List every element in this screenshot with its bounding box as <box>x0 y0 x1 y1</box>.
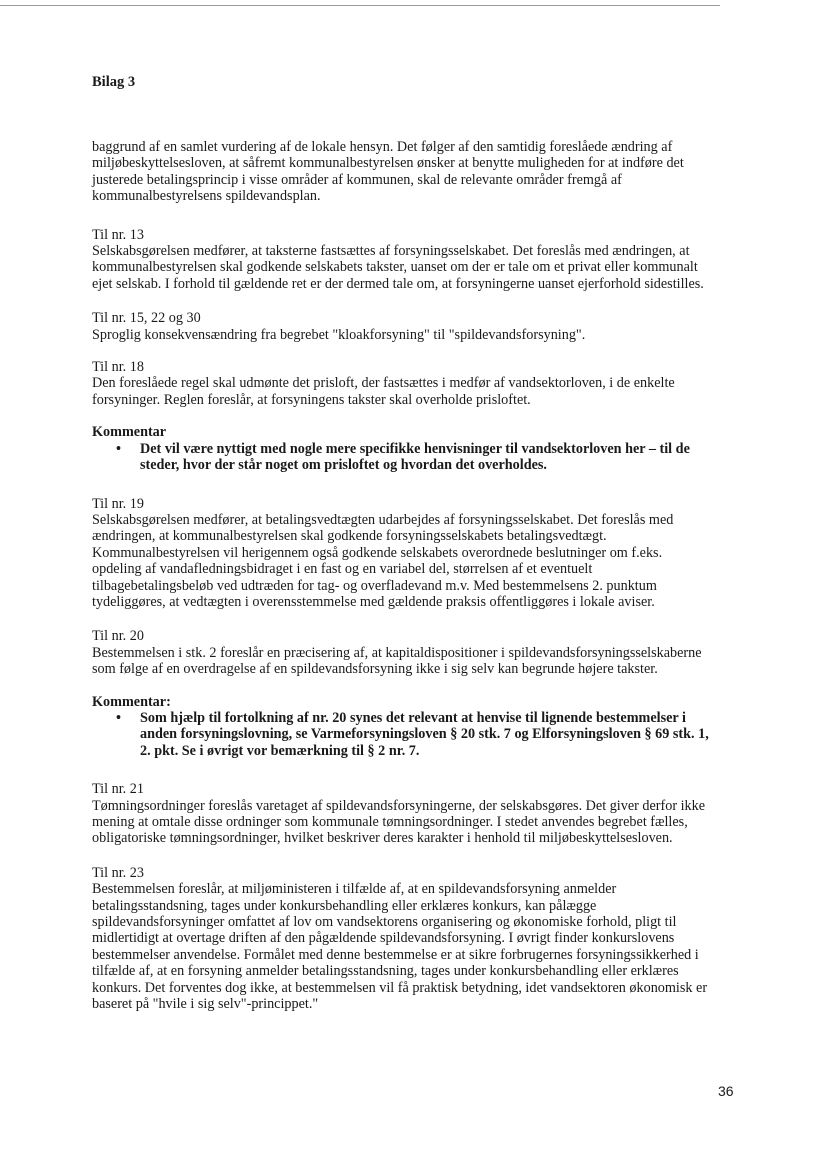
text-line: tilbagebetalingsbeløb ved udtræden for tag- og overfladevand m.v. Med bestemmelsens 2. punktum <box>92 577 657 594</box>
bullet-icon: • <box>116 440 121 457</box>
section-label: Til nr. 13 <box>92 226 144 243</box>
section-nr-13 <box>92 227 752 293</box>
text-line: spildevandsforsyninger omfattet af lov om vandsektorens organisering og økonomiske forhold, pligt til <box>92 914 677 931</box>
text-line: bestemmelser anvendelse. Formålet med denne bestemmelse er at sikre forbrugernes forsyningssikkerhed i <box>92 946 699 963</box>
text-line: Den foreslåede regel skal udmønte det prisloft, der fastsættes i medfør af vandsektorloven, i de enkelte <box>92 375 675 392</box>
text-line: Selskabsgørelsen medfører, at taksterne fastsættes af forsyningsselskabet. Det foreslås med ændringen, at <box>92 243 690 260</box>
section-label: Til nr. 21 <box>92 781 144 798</box>
section-nr-18 <box>92 359 752 408</box>
text-line: kommunalbestyrelsens spildevandsplan. <box>92 188 321 205</box>
section-label: Til nr. 18 <box>92 359 144 376</box>
section-nr-19 <box>92 496 752 611</box>
text-line: Tømningsordninger foreslås varetaget af spildevandsforsyningerne, der selskabsgøres. Det giver derfor ikke <box>92 797 706 814</box>
text-line: ejet selskab. I forhold til gældende ret er der dermed tale om, at forsyningerne uanset ejerforhold sidestilles. <box>92 275 704 292</box>
section-label: Til nr. 19 <box>92 495 144 512</box>
text-line: baseret på "hvile i sig selv"-princippet." <box>92 996 319 1013</box>
text-line: Kommunalbestyrelsen vil herigennem også godkende selskabets overordnede beslutninger om f.eks. <box>92 544 663 561</box>
page-title: Bilag 3 <box>92 74 136 90</box>
text-line: midlertidigt at overtage driften af den pågældende spildevandsforsyning. I øvrigt finder konkurslovens <box>92 930 675 947</box>
text-line: betalingsstandsning, tages under konkursbehandling eller erklæres konkurs, kan pålægge <box>92 897 597 914</box>
document-body <box>92 139 752 1024</box>
page-number: 36 <box>718 1083 734 1099</box>
text-line: Bestemmelsen i stk. 2 foreslår en præcisering af, at kapitaldispositioner i spildevandsforsyningsselskaberne <box>92 644 702 661</box>
comment-heading: Kommentar: <box>92 693 171 710</box>
text-line: ændringen, at kommunalbestyrelsen skal godkende forsyningsselskabets betalingsvedtægt. <box>92 528 607 545</box>
section-label: Til nr. 20 <box>92 628 144 645</box>
comment-heading: Kommentar <box>92 424 167 441</box>
text-line: 2. pkt. Se i øvrigt vor bemærkning til § 2 nr. 7. <box>140 742 420 759</box>
text-line: som følge af en overdragelse af en spildevandsforsyning ikke i sig selv kan begrunde højere takster. <box>92 661 658 678</box>
text-line: justerede betalingsprincip i visse områder af kommunen, skal de relevante områder fremgå af <box>92 171 622 188</box>
text-line: mening at omtale disse ordninger som kommunale tømningsordninger. I stedet anvendes begrebet fælles, <box>92 814 688 830</box>
text-line: Bestemmelsen foreslår, at miljøministeren i tilfælde af, at en spildevandsforsyning anmelder <box>92 881 617 898</box>
text-line: kommunalbestyrelsen skal godkende selskabets takster, uanset om der er tale om et privat eller kommunalt <box>92 259 698 276</box>
section-nr-23 <box>92 865 752 1013</box>
text-line: opdeling af vandafledningsbidraget i en fast og en variabel del, størrelsen af et eventuelt <box>92 561 593 578</box>
section-nr-15-22-30 <box>92 310 752 343</box>
text-line: miljøbeskyttelsesloven, at såfremt kommunalbestyrelsen ønsker at benytte muligheden for at indføre det <box>92 155 684 172</box>
text-line: Som hjælp til fortolkning af nr. 20 synes det relevant at henvise til lignende bestemmelser i <box>140 709 686 726</box>
bullet-icon: • <box>116 709 121 726</box>
section-nr-20 <box>92 628 752 677</box>
text-line: steder, hvor der står noget om prisloftet og hvordan det overholdes. <box>140 457 547 474</box>
section-label: Til nr. 23 <box>92 864 144 881</box>
text-line: Selskabsgørelsen medfører, at betalingsvedtægten udarbejdes af forsyningsselskabet. Det foreslås med <box>92 511 674 528</box>
text-line: anden forsyningslovning, se Varmeforsyningsloven § 20 stk. 7 og Elforsyningsloven § 69 stk. 1, <box>140 726 709 743</box>
comment-bullet-item <box>92 441 752 474</box>
text-line: forsyninger. Reglen foreslår, at forsyningens takster skal overholde prisloftet. <box>92 391 531 408</box>
text-line: konkurs. Det forventes dog ikke, at bestemmelsen vil få praktisk betydning, idet vandsektoren økonomisk er <box>92 979 708 996</box>
text-line: baggrund af en samlet vurdering af de lokale hensyn. Det følger af den samtidig foreslåede ændring af <box>92 139 673 155</box>
text-line: tydeliggøres, at vedtægten i overensstemmelse med gældende praksis offentliggøres i lokale aviser. <box>92 593 655 610</box>
comment-bullet-item <box>92 710 752 759</box>
section-label: Til nr. 15, 22 og 30 <box>92 310 201 327</box>
text-line: tilfælde af, at en forsyning anmelder betalingsstandsning, tages under konkursbehandling eller erklæres <box>92 963 679 980</box>
text-line: Sproglig konsekvensændring fra begrebet "kloakforsyning" til "spildevandsforsyning". <box>92 326 586 343</box>
text-line: obligatoriske tømningsordninger, hvilket beskriver deres karakter i henhold til miljøbeskyttelsesloven. <box>92 830 673 847</box>
section-nr-21 <box>92 781 752 847</box>
intro-paragraph <box>92 139 752 205</box>
text-line: Det vil være nyttigt med nogle mere specifikke henvisninger til vandsektorloven her – til de <box>140 440 690 457</box>
scan-edge-line <box>0 5 720 6</box>
